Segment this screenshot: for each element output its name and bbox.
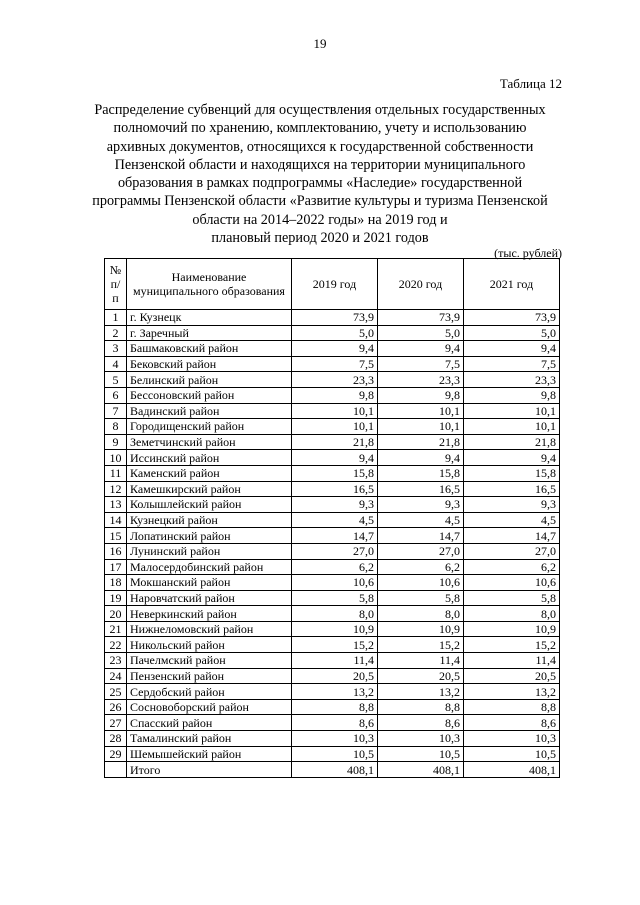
title-line: полномочий по хранению, комплектованию, учету и использованию [113, 120, 527, 137]
cell-num: 15 [105, 528, 127, 544]
cell-y2021: 15,2 [464, 637, 560, 653]
cell-y2020: 9,8 [378, 387, 464, 403]
cell-y2019: 23,3 [292, 372, 378, 388]
cell-y2019: 5,8 [292, 590, 378, 606]
header-2019: 2019 год [292, 259, 378, 310]
cell-name: Городищенский район [127, 419, 292, 435]
cell-num: 11 [105, 465, 127, 481]
table-row [105, 606, 560, 622]
cell-name: Кузнецкий район [127, 512, 292, 528]
cell-num: 1 [105, 310, 127, 326]
cell-y2019: 13,2 [292, 684, 378, 700]
header-name: Наименование муниципального образования [127, 259, 292, 310]
cell-y2019: 8,0 [292, 606, 378, 622]
cell-num: 17 [105, 559, 127, 575]
cell-num: 12 [105, 481, 127, 497]
table-body [105, 310, 560, 778]
table-row [105, 668, 560, 684]
cell-y2021: 13,2 [464, 684, 560, 700]
cell-num: 4 [105, 356, 127, 372]
cell-y2019: 10,5 [292, 746, 378, 762]
cell-y2020: 10,5 [378, 746, 464, 762]
cell-y2021: 8,0 [464, 606, 560, 622]
title-line: области на 2014–2022 годы» на 2019 год и [192, 211, 448, 228]
table-row [105, 403, 560, 419]
table-row [105, 450, 560, 466]
cell-y2019: 4,5 [292, 512, 378, 528]
cell-y2020: 16,5 [378, 481, 464, 497]
cell-y2019: 6,2 [292, 559, 378, 575]
cell-num: 6 [105, 387, 127, 403]
cell-y2020: 5,0 [378, 325, 464, 341]
cell-y2019: 408,1 [292, 762, 378, 778]
cell-name: Колышлейский район [127, 497, 292, 513]
cell-num [105, 762, 127, 778]
cell-name: Нижнеломовский район [127, 621, 292, 637]
cell-y2021: 16,5 [464, 481, 560, 497]
cell-y2020: 8,6 [378, 715, 464, 731]
cell-y2019: 11,4 [292, 653, 378, 669]
table-row [105, 341, 560, 357]
cell-y2020: 9,3 [378, 497, 464, 513]
cell-num: 5 [105, 372, 127, 388]
cell-y2021: 10,3 [464, 731, 560, 747]
table-row [105, 434, 560, 450]
cell-y2021: 10,5 [464, 746, 560, 762]
cell-y2019: 27,0 [292, 543, 378, 559]
document-title [70, 101, 570, 247]
cell-name: Никольский район [127, 637, 292, 653]
cell-num: 18 [105, 575, 127, 591]
title-line: плановый период 2020 и 2021 годов [211, 230, 429, 247]
cell-name: Бековский район [127, 356, 292, 372]
cell-num: 26 [105, 699, 127, 715]
cell-y2020: 13,2 [378, 684, 464, 700]
cell-y2019: 16,5 [292, 481, 378, 497]
cell-name: Неверкинский район [127, 606, 292, 622]
table-row [105, 699, 560, 715]
table-row [105, 746, 560, 762]
cell-y2021: 14,7 [464, 528, 560, 544]
cell-num: 19 [105, 590, 127, 606]
cell-y2021: 10,6 [464, 575, 560, 591]
cell-y2019: 5,0 [292, 325, 378, 341]
title-line: образования в рамках подпрограммы «Наследие» государственной [117, 175, 523, 192]
cell-y2020: 20,5 [378, 668, 464, 684]
cell-y2019: 8,8 [292, 699, 378, 715]
cell-num: 24 [105, 668, 127, 684]
title-line: Пензенской области и находящихся на территории муниципального [114, 156, 526, 173]
cell-y2019: 8,6 [292, 715, 378, 731]
cell-y2021: 8,8 [464, 699, 560, 715]
cell-num: 13 [105, 497, 127, 513]
cell-y2020: 4,5 [378, 512, 464, 528]
cell-y2020: 10,6 [378, 575, 464, 591]
cell-num: 21 [105, 621, 127, 637]
cell-name: Тамалинский район [127, 731, 292, 747]
table-row [105, 465, 560, 481]
cell-y2020: 6,2 [378, 559, 464, 575]
cell-name: Земетчинский район [127, 434, 292, 450]
cell-name: Лунинский район [127, 543, 292, 559]
cell-name: Пачелмский район [127, 653, 292, 669]
table-row [105, 684, 560, 700]
cell-name: Сердобский район [127, 684, 292, 700]
cell-y2019: 21,8 [292, 434, 378, 450]
cell-num: 14 [105, 512, 127, 528]
cell-name: Башмаковский район [127, 341, 292, 357]
cell-y2019: 10,3 [292, 731, 378, 747]
cell-y2020: 9,4 [378, 341, 464, 357]
cell-y2019: 10,1 [292, 419, 378, 435]
cell-y2020: 21,8 [378, 434, 464, 450]
cell-y2020: 8,8 [378, 699, 464, 715]
cell-y2021: 10,1 [464, 403, 560, 419]
table-row [105, 637, 560, 653]
table-row [105, 715, 560, 731]
table-label: Таблица 12 [499, 76, 562, 91]
cell-y2021: 10,1 [464, 419, 560, 435]
cell-y2020: 408,1 [378, 762, 464, 778]
cell-y2021: 11,4 [464, 653, 560, 669]
subsidy-table [104, 258, 560, 778]
cell-y2021: 9,8 [464, 387, 560, 403]
cell-y2021: 10,9 [464, 621, 560, 637]
cell-num: 3 [105, 341, 127, 357]
cell-y2019: 9,3 [292, 497, 378, 513]
table-row [105, 419, 560, 435]
cell-y2020: 15,8 [378, 465, 464, 481]
table-row [105, 512, 560, 528]
cell-name: Бессоновский район [127, 387, 292, 403]
table-row [105, 481, 560, 497]
cell-num: 22 [105, 637, 127, 653]
cell-y2019: 20,5 [292, 668, 378, 684]
cell-y2019: 9,4 [292, 450, 378, 466]
cell-y2020: 10,1 [378, 419, 464, 435]
cell-name: Пензенский район [127, 668, 292, 684]
cell-y2019: 14,7 [292, 528, 378, 544]
table-row [105, 497, 560, 513]
table-row [105, 325, 560, 341]
cell-name: г. Кузнецк [127, 310, 292, 326]
cell-y2020: 10,9 [378, 621, 464, 637]
cell-num: 7 [105, 403, 127, 419]
cell-y2021: 408,1 [464, 762, 560, 778]
cell-y2021: 15,8 [464, 465, 560, 481]
cell-num: 20 [105, 606, 127, 622]
total-row [105, 762, 560, 778]
cell-name: Белинский район [127, 372, 292, 388]
cell-y2021: 9,4 [464, 450, 560, 466]
cell-name: Итого [127, 762, 292, 778]
cell-num: 8 [105, 419, 127, 435]
cell-y2019: 73,9 [292, 310, 378, 326]
table-row [105, 387, 560, 403]
cell-y2021: 73,9 [464, 310, 560, 326]
cell-y2021: 9,3 [464, 497, 560, 513]
cell-y2021: 20,5 [464, 668, 560, 684]
cell-num: 25 [105, 684, 127, 700]
cell-y2020: 9,4 [378, 450, 464, 466]
cell-y2020: 23,3 [378, 372, 464, 388]
cell-name: Спасский район [127, 715, 292, 731]
cell-name: Каменский район [127, 465, 292, 481]
cell-y2019: 10,1 [292, 403, 378, 419]
title-line: архивных документов, относящихся к государственной собственности [106, 138, 534, 155]
cell-num: 23 [105, 653, 127, 669]
table-row [105, 590, 560, 606]
header-2021: 2021 год [464, 259, 560, 310]
table-row [105, 731, 560, 747]
cell-y2020: 27,0 [378, 543, 464, 559]
cell-y2020: 10,1 [378, 403, 464, 419]
table-row [105, 575, 560, 591]
cell-y2019: 10,9 [292, 621, 378, 637]
cell-y2020: 8,0 [378, 606, 464, 622]
cell-num: 2 [105, 325, 127, 341]
page-number: 19 [313, 36, 327, 51]
table-row [105, 653, 560, 669]
table-header-row [105, 259, 560, 310]
cell-y2021: 6,2 [464, 559, 560, 575]
table-row [105, 543, 560, 559]
cell-y2021: 4,5 [464, 512, 560, 528]
cell-y2020: 11,4 [378, 653, 464, 669]
cell-y2019: 9,8 [292, 387, 378, 403]
cell-y2020: 15,2 [378, 637, 464, 653]
cell-num: 29 [105, 746, 127, 762]
cell-name: Иссинский район [127, 450, 292, 466]
cell-y2019: 15,2 [292, 637, 378, 653]
cell-y2021: 5,0 [464, 325, 560, 341]
cell-num: 16 [105, 543, 127, 559]
table-row [105, 372, 560, 388]
cell-name: Мокшанский район [127, 575, 292, 591]
table-row [105, 621, 560, 637]
cell-y2021: 5,8 [464, 590, 560, 606]
cell-name: Лопатинский район [127, 528, 292, 544]
cell-y2019: 10,6 [292, 575, 378, 591]
cell-y2021: 7,5 [464, 356, 560, 372]
header-2020: 2020 год [378, 259, 464, 310]
cell-y2021: 9,4 [464, 341, 560, 357]
title-line: программы Пензенской области «Развитие культуры и туризма Пензенской [92, 193, 548, 210]
cell-name: Камешкирский район [127, 481, 292, 497]
cell-name: Наровчатский район [127, 590, 292, 606]
cell-y2021: 21,8 [464, 434, 560, 450]
cell-y2021: 8,6 [464, 715, 560, 731]
cell-y2020: 10,3 [378, 731, 464, 747]
table-row [105, 559, 560, 575]
cell-y2020: 73,9 [378, 310, 464, 326]
table-row [105, 310, 560, 326]
table-row [105, 356, 560, 372]
units-label: (тыс. рублей) [494, 246, 562, 260]
cell-y2021: 27,0 [464, 543, 560, 559]
cell-y2021: 23,3 [464, 372, 560, 388]
cell-name: Шемышейский район [127, 746, 292, 762]
cell-num: 28 [105, 731, 127, 747]
cell-name: Малосердобинский район [127, 559, 292, 575]
cell-y2020: 14,7 [378, 528, 464, 544]
cell-num: 27 [105, 715, 127, 731]
cell-y2020: 7,5 [378, 356, 464, 372]
cell-name: Вадинский район [127, 403, 292, 419]
table-row [105, 528, 560, 544]
cell-name: г. Заречный [127, 325, 292, 341]
title-line: Распределение субвенций для осуществления отдельных государственных [94, 102, 546, 118]
cell-y2019: 15,8 [292, 465, 378, 481]
cell-y2019: 7,5 [292, 356, 378, 372]
cell-y2020: 5,8 [378, 590, 464, 606]
cell-y2019: 9,4 [292, 341, 378, 357]
cell-num: 10 [105, 450, 127, 466]
header-number: № п/п [105, 259, 127, 310]
cell-num: 9 [105, 434, 127, 450]
cell-name: Сосновоборский район [127, 699, 292, 715]
